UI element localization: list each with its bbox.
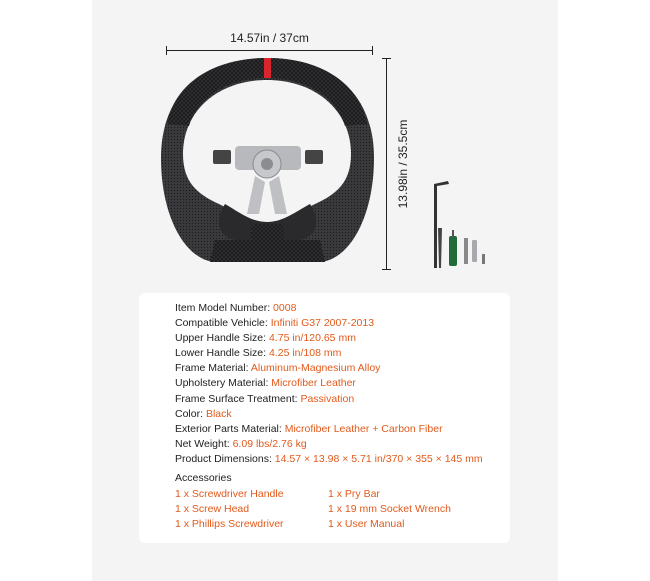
spec-compatible-vehicle: Compatible Vehicle: Infiniti G37 2007-2013 — [175, 317, 375, 330]
spec-upper-handle-size: Upper Handle Size: 4.75 in/120.65 mm — [175, 332, 356, 345]
spec-upholstery-material: Upholstery Material: Microfiber Leather — [175, 377, 356, 390]
accessory-item: 1 x Screwdriver Handle — [175, 488, 284, 500]
spec-lower-handle-size: Lower Handle Size: 4.25 in/108 mm — [175, 347, 342, 360]
accessories-title: Accessories — [175, 472, 232, 484]
accessory-item: 1 x Phillips Screwdriver — [175, 518, 284, 530]
accessory-item: 1 x 19 mm Socket Wrench — [328, 503, 451, 515]
height-dimension-line — [386, 58, 387, 270]
tools-image — [420, 178, 495, 273]
height-dimension-label: 13.98in / 35.5cm — [396, 119, 410, 209]
steering-wheel-image — [155, 54, 380, 269]
width-dimension-line — [166, 50, 373, 51]
spec-product-dimensions: Product Dimensions: 14.57 × 13.98 × 5.71 in/370 × 355 × 145 mm — [175, 452, 483, 465]
accessory-item: 1 x Pry Bar — [328, 488, 380, 500]
spec-frame-surface-treatment: Frame Surface Treatment: Passivation — [175, 392, 355, 405]
width-dimension-label: 14.57in / 37cm — [230, 31, 309, 45]
spec-model-number: Item Model Number: 0008 — [175, 302, 297, 314]
specifications-list — [175, 301, 483, 467]
spec-frame-material: Frame Material: Aluminum-Magnesium Alloy — [175, 362, 381, 375]
spec-net-weight: Net Weight: 6.09 lbs/2.76 kg — [175, 437, 307, 450]
spec-exterior-parts-material: Exterior Parts Material: Microfiber Leather + Carbon Fiber — [175, 422, 443, 435]
accessory-item: 1 x User Manual — [328, 518, 405, 530]
spec-color: Color: Black — [175, 407, 232, 420]
accessory-item: 1 x Screw Head — [175, 503, 250, 515]
